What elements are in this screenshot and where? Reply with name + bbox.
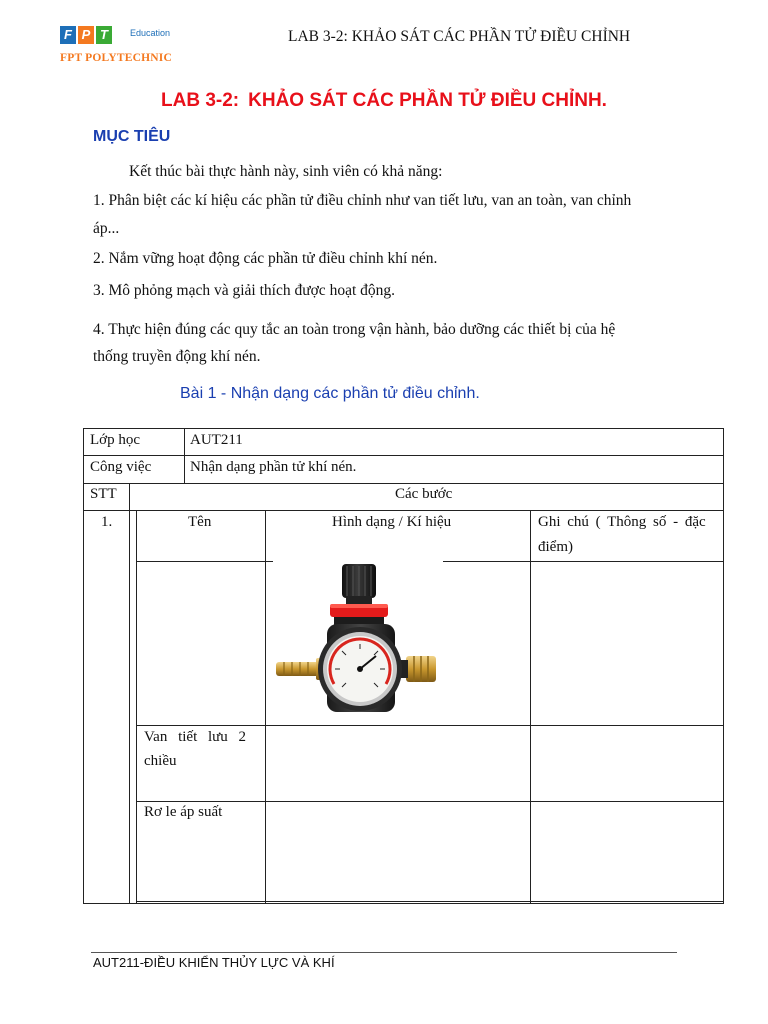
row2-name-line-2: chiều [144, 753, 177, 769]
col-header-note-line-2: điểm) [538, 539, 573, 555]
table-line-row1 [83, 455, 724, 456]
pressure-regulator-image [272, 562, 444, 722]
fpt-logo [60, 26, 200, 70]
objectives-intro: Kết thúc bài thực hành này, sinh viên có khả năng: [129, 163, 443, 180]
table-line-inner-left [136, 510, 137, 904]
col-header-note-line-1: Ghi chú ( Thông số - đặc [538, 514, 706, 530]
steps-header: Các bước [395, 486, 453, 502]
col-header-shape: Hình dạng / Kí hiệu [332, 514, 452, 530]
table-line-inner-r2 [136, 801, 724, 802]
logo-letters [60, 26, 112, 44]
page-title [0, 90, 768, 112]
logo-letter-t: T [96, 26, 112, 44]
table-line-inner-head [136, 561, 273, 562]
objective-1-line-2: áp... [93, 220, 120, 237]
table-line-note-col [530, 510, 531, 904]
row-number: 1. [101, 514, 113, 530]
objective-2: 2. Nắm vững hoạt động các phần tử điều chỉnh khí nén. [93, 250, 438, 267]
logo-school-name: FPT POLYTECHNIC [60, 52, 172, 64]
table-line-label-col [184, 428, 185, 483]
table-line-stt [129, 483, 130, 903]
page-title-prefix: LAB 3-2: [161, 90, 240, 111]
objective-4-line-2: thống truyền động khí nén. [93, 348, 261, 365]
footer-text: AUT211-ĐIỀU KHIỂN THỦY LỰC VÀ KHÍ [93, 955, 335, 970]
logo-education-label: Education [130, 28, 171, 38]
footer-divider [91, 952, 677, 953]
table-border-right [723, 428, 724, 904]
table-border-bottom [83, 903, 724, 904]
stt-header: STT [90, 486, 117, 502]
exercise-title: Bài 1 - Nhận dạng các phần tử điều chỉnh. [180, 385, 480, 402]
col-header-name: Tên [188, 514, 212, 530]
page-title-text: KHẢO SÁT CÁC PHẦN TỬ ĐIỀU CHỈNH. [248, 90, 607, 111]
row3-name: Rơ le áp suất [144, 804, 223, 820]
objective-1-line-1: 1. Phân biệt các kí hiệu các phần tử điều chỉnh như van tiết lưu, van an toàn, van chỉnh [93, 192, 632, 209]
table-border-top [83, 428, 724, 429]
objective-4-line-1: 4. Thực hiện đúng các quy tắc an toàn trong vận hành, bảo dưỡng các thiết bị của hệ [93, 321, 616, 338]
table-line-inner-bottom [136, 901, 724, 902]
row2-name-line-1: Van tiết lưu 2 [144, 729, 247, 745]
header-title: LAB 3-2: KHẢO SÁT CÁC PHẦN TỬ ĐIỀU CHỈNH [288, 28, 631, 45]
table-border-left [83, 428, 84, 904]
table-line-shape-col [265, 510, 266, 904]
task-label: Công việc [90, 459, 152, 475]
objectives-heading: MỤC TIÊU [93, 128, 171, 145]
class-value: AUT211 [190, 432, 243, 448]
objective-3: 3. Mô phỏng mạch và giải thích được hoạt động. [93, 282, 396, 299]
logo-letter-p: P [78, 26, 94, 44]
logo-letter-f: F [60, 26, 76, 44]
table-line-inner-head-2 [443, 561, 724, 562]
task-value: Nhận dạng phần tử khí nén. [190, 459, 357, 475]
class-label: Lớp học [90, 432, 141, 448]
